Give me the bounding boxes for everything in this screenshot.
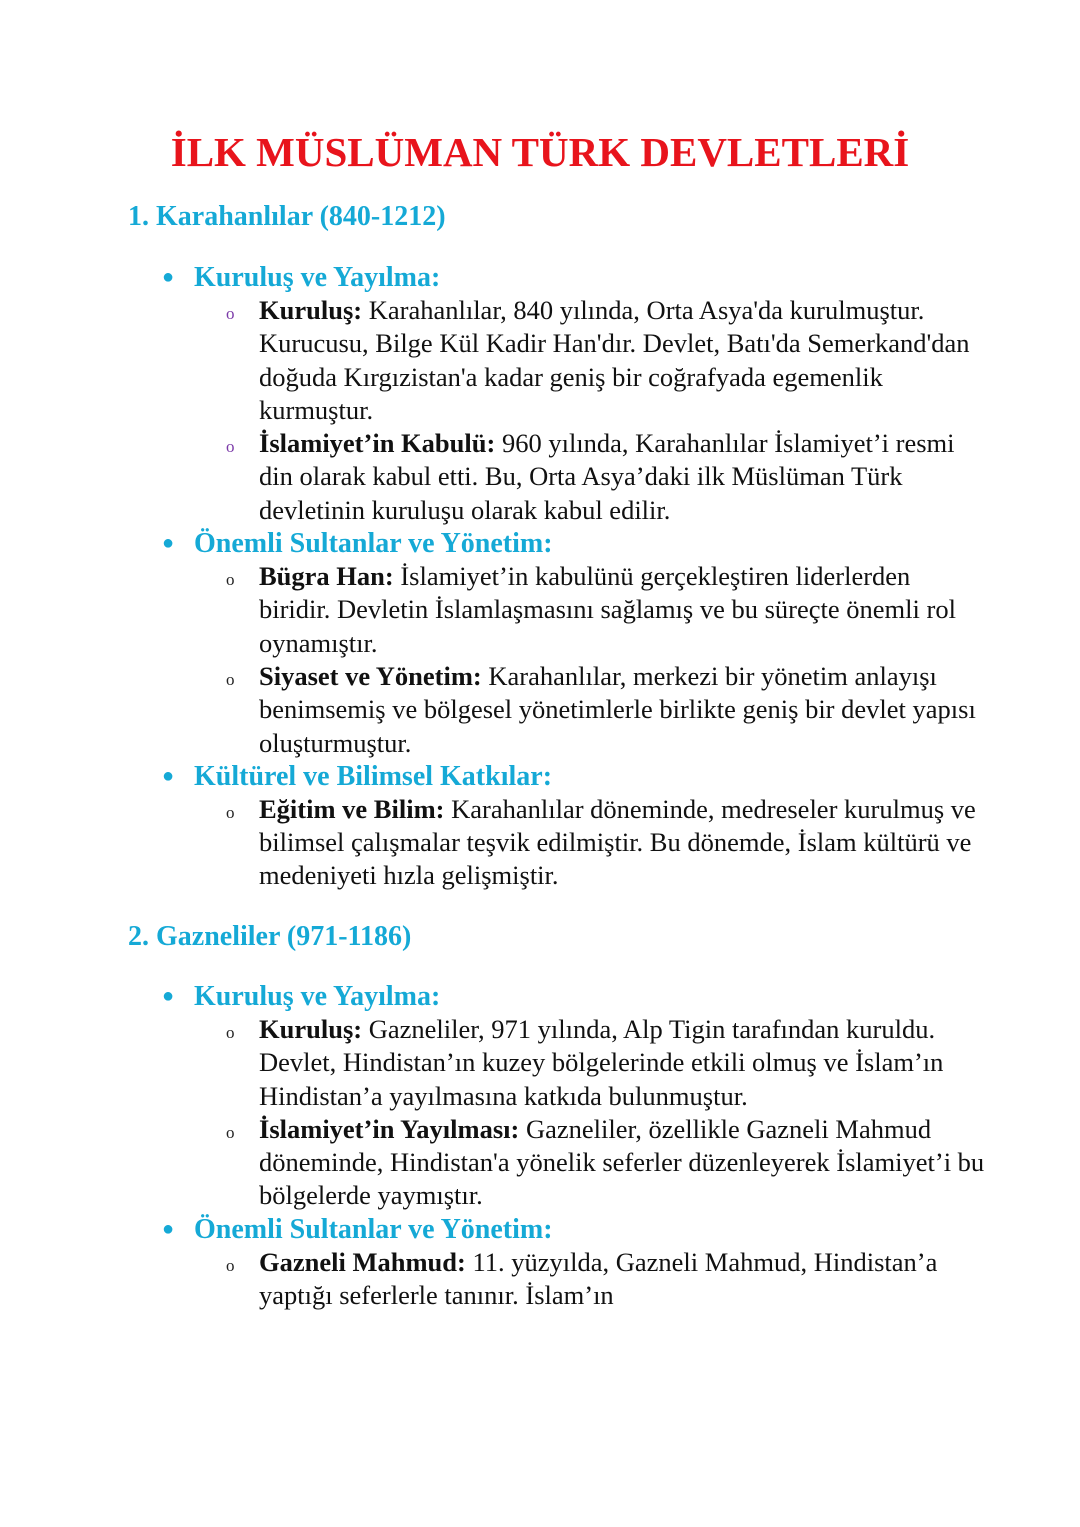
bullet-icon: ● [162, 764, 175, 787]
item-tail: . [663, 494, 671, 525]
circle-bullet-icon: o [226, 304, 235, 323]
item-text: 11. yüzyılda, Gazneli Mahmud, Hindistan’a yaptığı seferlerle tanınır. İslam’ın [259, 1246, 938, 1311]
item-text: Gazneliler, özellikle Gazneli Mahmud döneminde, Hindistan'a yönelik seferler düzenleyerek İslamiyet’i bu bölgelerde yaymıştır. [259, 1113, 985, 1211]
list-group [158, 760, 988, 893]
list-item [194, 427, 988, 527]
circle-bullet-icon: o [226, 1255, 235, 1275]
item-text: Karahanlılar, 840 yılında, Orta Asya'da kurulmuştur. Kurucusu, Bilge Kül Kadir Han'dır. Devlet, Batı'da Semerkand'dan doğuda Kırgızistan'a kadar geniş bir coğrafyada egemenlik kurmuştur. [259, 295, 970, 425]
list-group [158, 980, 988, 1213]
circle-bullet-icon: o [226, 1023, 235, 1042]
list-item [194, 793, 988, 893]
section-heading-karahanlilar: 1. Karahanlılar (840-1212) [128, 201, 446, 232]
sub-list [194, 294, 988, 527]
group-heading: Kuruluş ve Yayılma: [194, 262, 441, 293]
list-item [194, 1113, 988, 1213]
item-term: Kuruluş: [259, 1014, 363, 1044]
circle-bullet-icon: o [226, 570, 235, 590]
item-term: Bügra Han: [259, 561, 394, 592]
sub-list [194, 1013, 988, 1213]
sub-list [194, 1246, 988, 1313]
bullet-icon: ● [162, 532, 175, 555]
list-group [158, 261, 988, 527]
list-item [194, 294, 988, 427]
item-text: Karahanlılar, merkezi bir yönetim anlayışı benimsemiş ve bölgesel yönetimlerle birlikte geniş bir devlet yapısı oluşturmuştur. [259, 660, 976, 758]
sub-list [194, 560, 988, 760]
item-term: Kuruluş: [259, 295, 363, 325]
item-text: Karahanlılar döneminde, medreseler kurulmuş ve bilimsel çalışmalar teşvik edilmiştir. Bu dönemde, İslam kültürü ve medeniyeti hızla gelişmiştir. [259, 793, 976, 891]
list-item [194, 660, 988, 760]
circle-bullet-icon: o [226, 437, 235, 457]
list-item [194, 1013, 988, 1113]
bullet-icon: ● [162, 985, 175, 1007]
circle-bullet-icon: o [226, 802, 235, 822]
list-group [158, 1213, 988, 1313]
item-term: Gazneli Mahmud: [259, 1246, 466, 1277]
item-text: İslamiyet’in kabulünü gerçekleştiren liderlerden biridir. Devletin İslamlaşmasını sağlamış ve bu süreçte önemli rol oynamıştır. [259, 561, 956, 658]
section-heading-gazneliler: 2. Gazneliler (971-1186) [128, 921, 412, 952]
item-text: Gazneliler, 971 yılında, Alp Tigin tarafından kuruldu. Devlet, Hindistan’ın kuzey bölgelerinde etkili olmuş ve İslam’ın Hindistan’a yayılmasına katkıda bulunmuştur. [259, 1014, 944, 1111]
item-term: Siyaset ve Yönetim: [259, 660, 482, 691]
list-item [194, 560, 988, 660]
bullet-icon: ● [162, 266, 175, 288]
group-heading: Kültürel ve Bilimsel Katkılar: [194, 760, 553, 792]
group-heading: Önemli Sultanlar ve Yönetim: [194, 528, 553, 560]
item-text: 960 yılında, Karahanlılar İslamiyet’i resmi din olarak kabul etti. Bu, Orta Asya’daki ilk Müslüman Türk devletinin kuruluşu olarak kabul edilir [259, 428, 955, 525]
section-list-karahanlilar [158, 261, 988, 893]
sub-list [194, 793, 988, 893]
item-term: İslamiyet’in Kabulü: [259, 428, 496, 459]
circle-bullet-icon: o [226, 669, 235, 689]
list-group [158, 527, 988, 760]
circle-bullet-icon: o [226, 1122, 235, 1142]
section-list-gazneliler [158, 980, 988, 1312]
group-heading: Önemli Sultanlar ve Yönetim: [194, 1213, 553, 1245]
bullet-icon: ● [162, 1217, 175, 1240]
item-term: İslamiyet’in Yayılması: [259, 1113, 520, 1144]
page-title: İLK MÜSLÜMAN TÜRK DEVLETLERİ [170, 129, 910, 175]
item-term: Eğitim ve Bilim: [259, 793, 445, 824]
group-heading: Kuruluş ve Yayılma: [194, 981, 441, 1012]
list-item [194, 1246, 988, 1313]
